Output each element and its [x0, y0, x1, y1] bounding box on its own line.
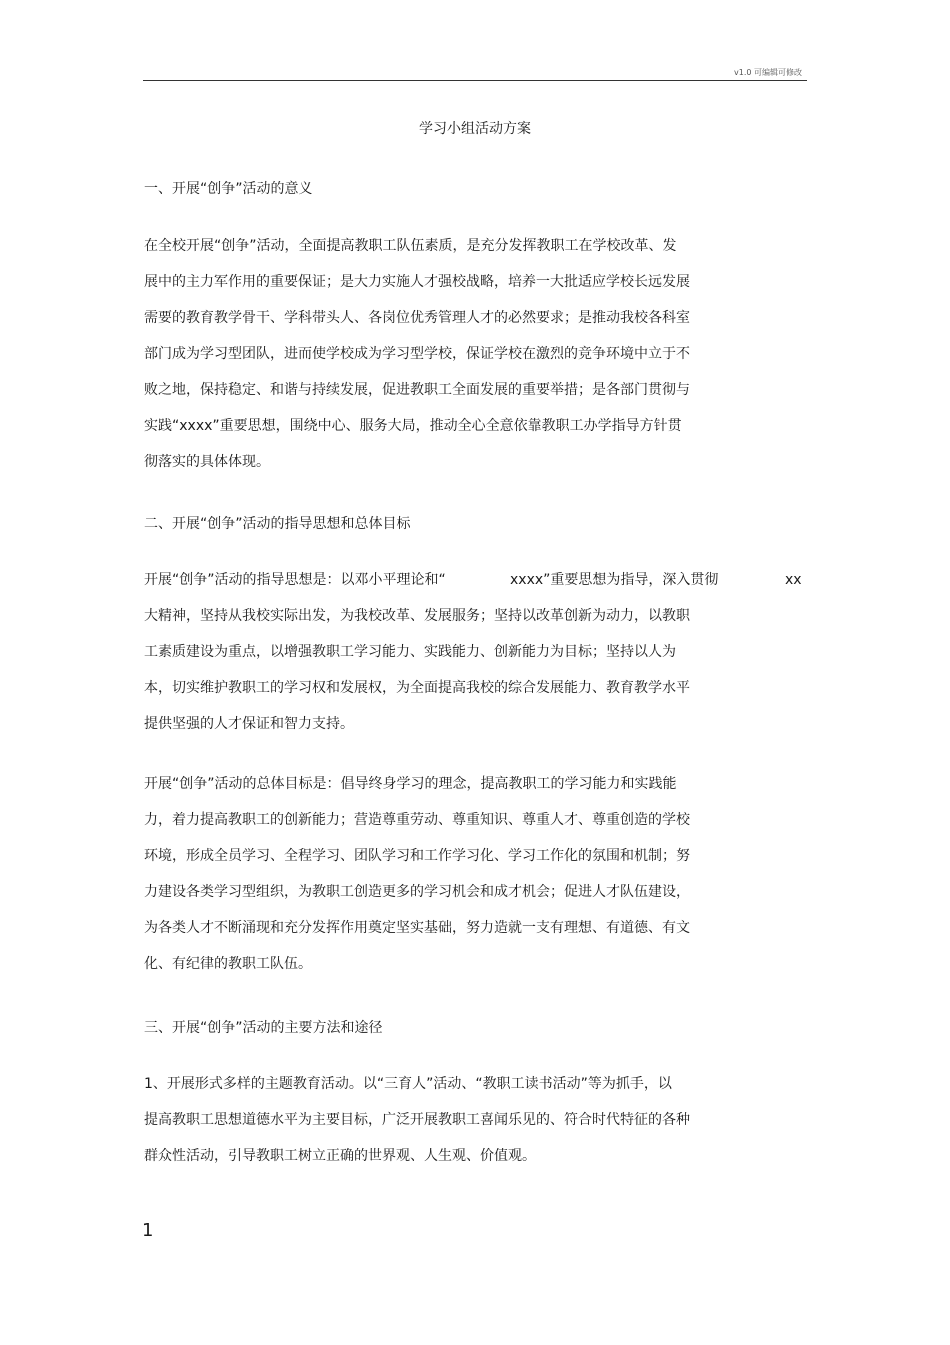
text-line: 部门成为学习型团队，进而使学校成为学习型学校，保证学校在激烈的竞争环境中立于不: [144, 346, 690, 362]
text-fragment: xx: [785, 572, 802, 588]
text-line: 败之地，保持稳定、和谐与持续发展，促进教职工全面发展的重要举措；是各部门贯彻与: [144, 382, 690, 398]
text-line: 化、有纪律的教职工队伍。: [144, 956, 312, 972]
text-line: 力建设各类学习型组织，为教职工创造更多的学习机会和成才机会；促进人才队伍建设，: [144, 884, 690, 900]
text-line: 工素质建设为重点，以增强教职工学习能力、实践能力、创新能力为目标；坚持以人为: [144, 644, 676, 660]
section2-paragraph-2: [144, 766, 744, 982]
section1-paragraph: [144, 228, 744, 480]
version-tag: v1.0 可编辑可修改: [734, 68, 802, 77]
section3-heading: 三、开展“创争”活动的主要方法和途径: [144, 1020, 383, 1036]
text-line: 群众性活动，引导教职工树立正确的世界观、人生观、价值观。: [144, 1148, 536, 1164]
text-fragment: 开展“创争”活动的指导思想是：以邓小平理论和“: [144, 572, 446, 588]
text-line: 彻落实的具体体现。: [144, 454, 270, 470]
text-line: 力，着力提高教职工的创新能力；营造尊重劳动、尊重知识、尊重人才、尊重创造的学校: [144, 812, 690, 828]
section2-paragraph-1: [144, 562, 808, 742]
text-line: 需要的教育教学骨干、学科带头人、各岗位优秀管理人才的必然要求；是推动我校各科室: [144, 310, 690, 326]
section2-heading: 二、开展“创争”活动的指导思想和总体目标: [144, 516, 411, 532]
text-line: 展中的主力军作用的重要保证；是大力实施人才强校战略，培养一大批适应学校长远发展: [144, 274, 690, 290]
text-line: [144, 562, 808, 598]
text-line: 大精神，坚持从我校实际出发，为我校改革、发展服务；坚持以改革创新为动力，以教职: [144, 608, 690, 624]
document-title: 学习小组活动方案: [419, 121, 531, 137]
header-rule: [143, 80, 807, 81]
text-line: 1、开展形式多样的主题教育活动。以“三育人”活动、“教职工读书活动”等为抓手，以: [144, 1076, 672, 1092]
text-line: 在全校开展“创争”活动，全面提高教职工队伍素质，是充分发挥教职工在学校改革、发: [144, 238, 677, 254]
text-fragment: xxxx”重要思想为指导，深入贯彻: [510, 572, 719, 588]
section3-paragraph: [144, 1066, 744, 1174]
text-line: 提高教职工思想道德水平为主要目标，广泛开展教职工喜闻乐见的、符合时代特征的各种: [144, 1112, 690, 1128]
section1-heading: 一、开展“创争”活动的意义: [144, 181, 313, 197]
page-number: 1: [142, 1220, 154, 1241]
text-line: 环境，形成全员学习、全程学习、团队学习和工作学习化、学习工作化的氛围和机制；努: [144, 848, 690, 864]
text-line: 为各类人才不断涌现和充分发挥作用奠定坚实基础，努力造就一支有理想、有道德、有文: [144, 920, 690, 936]
text-line: 开展“创争”活动的总体目标是：倡导终身学习的理念，提高教职工的学习能力和实践能: [144, 776, 677, 792]
text-line: 本，切实维护教职工的学习权和发展权，为全面提高我校的综合发展能力、教育教学水平: [144, 680, 690, 696]
text-line: 实践“xxxx”重要思想，围绕中心、服务大局，推动全心全意依靠教职工办学指导方针贯: [144, 418, 682, 434]
text-line: 提供坚强的人才保证和智力支持。: [144, 716, 354, 732]
